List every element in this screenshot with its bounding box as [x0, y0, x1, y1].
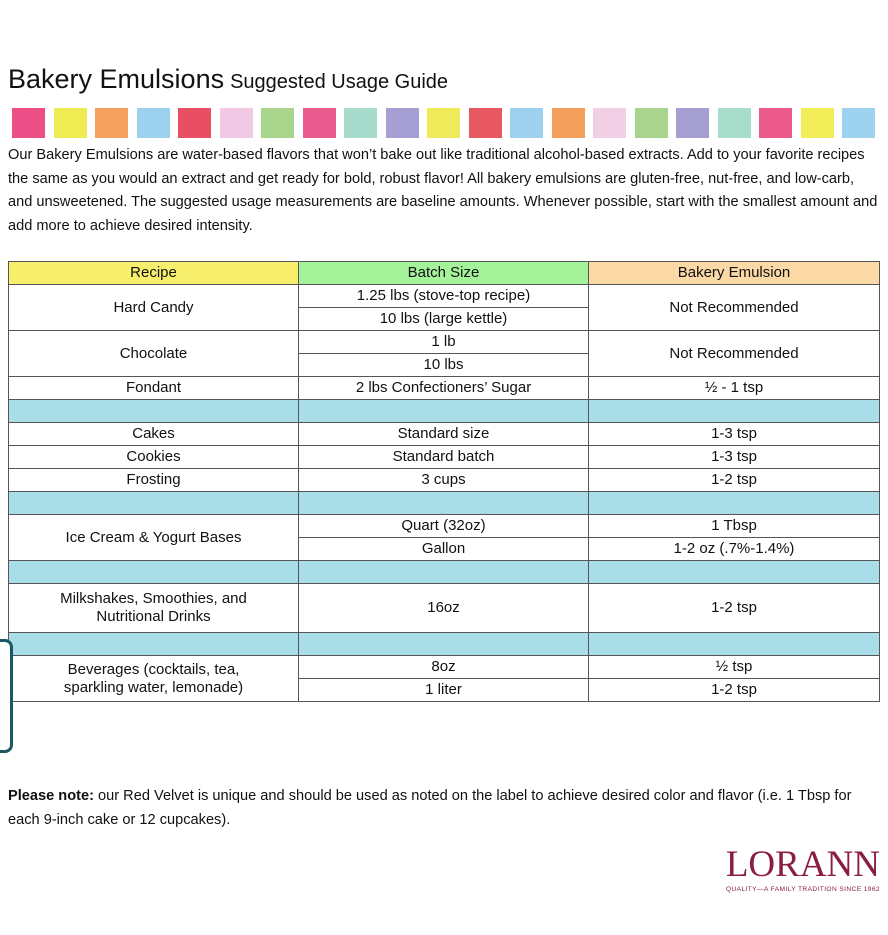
table-row: [9, 656, 880, 679]
emulsion-cell: ½ tsp: [589, 656, 880, 679]
separator-row: [9, 400, 880, 423]
color-swatch: [593, 108, 626, 138]
batch-cell: 1.25 lbs (stove-top recipe): [299, 285, 589, 308]
header-batch-size: Batch Size: [299, 262, 589, 285]
logo-name: LORANN: [725, 844, 880, 885]
recipe-cell: Ice Cream & Yogurt Bases: [9, 515, 299, 561]
emulsion-cell: 1-2 tsp: [589, 679, 880, 702]
note-label: Please note:: [8, 788, 94, 804]
header-bakery-emulsion: Bakery Emulsion: [589, 262, 880, 285]
window-edge-handle: [0, 639, 13, 753]
color-swatch: [137, 108, 170, 138]
emulsion-cell: 1 Tbsp: [589, 515, 880, 538]
batch-cell: 1 liter: [299, 679, 589, 702]
batch-cell: Standard size: [299, 423, 589, 446]
batch-cell: Standard batch: [299, 446, 589, 469]
emulsion-cell: 1-2 tsp: [589, 469, 880, 492]
recipe-line-1: Milkshakes, Smoothies, and: [60, 590, 247, 607]
table-header-row: [9, 262, 880, 285]
lorann-logo: [710, 846, 880, 893]
color-swatch: [676, 108, 709, 138]
note-paragraph: [8, 785, 880, 832]
color-swatch: [552, 108, 585, 138]
batch-cell: Quart (32oz): [299, 515, 589, 538]
table-row: [9, 331, 880, 354]
batch-cell: 16oz: [299, 584, 589, 633]
table-row: [9, 469, 880, 492]
usage-table: [8, 261, 880, 702]
color-swatch: [635, 108, 668, 138]
color-swatch: [386, 108, 419, 138]
color-swatch: [510, 108, 543, 138]
batch-cell: Gallon: [299, 538, 589, 561]
color-swatch: [344, 108, 377, 138]
recipe-cell: [9, 584, 299, 633]
recipe-cell: Cakes: [9, 423, 299, 446]
color-swatch: [178, 108, 211, 138]
recipe-line-1: Beverages (cocktails, tea,: [67, 660, 240, 678]
color-swatch: [12, 108, 45, 138]
color-swatch: [220, 108, 253, 138]
recipe-line-2: sparkling water, lemonade): [63, 678, 244, 696]
intro-paragraph: Our Bakery Emulsions are water-based flavors that won’t bake out like traditional alcohol-based extracts. Add to your favorite recipes the same as you would an extract and get ready for bold, robust flavor! All bakery emulsions are gluten-free, nut-free, and low-carb, and unsweetened. The suggested usage measurements are baseline amounts. Whenever possible, start with the smallest amount and add more to achieve desired intensity.: [8, 147, 878, 234]
recipe-cell: Chocolate: [9, 331, 299, 377]
recipe-cell: Hard Candy: [9, 285, 299, 331]
logo-tagline: QUALITY—A FAMILY TRADITION SINCE 1962: [725, 886, 880, 893]
batch-cell: 1 lb: [299, 331, 589, 354]
batch-cell: 10 lbs: [299, 354, 589, 377]
emulsion-cell: Not Recommended: [589, 331, 880, 377]
recipe-cell: Cookies: [9, 446, 299, 469]
color-swatch: [801, 108, 834, 138]
color-swatch: [261, 108, 294, 138]
usage-table-container: [8, 261, 879, 702]
note-text: our Red Velvet is unique and should be used as noted on the label to achieve desired color and flavor (i.e. 1 Tbsp for each 9-inch cake or 12 cupcakes).: [8, 788, 852, 828]
batch-cell: 2 lbs Confectioners’ Sugar: [299, 377, 589, 400]
color-swatch: [842, 108, 875, 138]
emulsion-cell: 1-3 tsp: [589, 423, 880, 446]
header-recipe: Recipe: [9, 262, 299, 285]
batch-cell: 8oz: [299, 656, 589, 679]
page-title: [8, 64, 448, 95]
title-sub: Suggested Usage Guide: [230, 71, 449, 93]
emulsion-cell: 1-2 oz (.7%-1.4%): [589, 538, 880, 561]
batch-cell: 10 lbs (large kettle): [299, 308, 589, 331]
color-swatch: [718, 108, 751, 138]
emulsion-cell: 1-3 tsp: [589, 446, 880, 469]
table-row: [9, 446, 880, 469]
separator-row: [9, 561, 880, 584]
table-row: [9, 584, 880, 633]
color-swatch: [54, 108, 87, 138]
recipe-cell: Fondant: [9, 377, 299, 400]
color-swatch: [427, 108, 460, 138]
table-row: [9, 423, 880, 446]
title-main: Bakery Emulsions: [8, 64, 225, 94]
emulsion-cell: ½ - 1 tsp: [589, 377, 880, 400]
color-swatch: [759, 108, 792, 138]
recipe-cell: Frosting: [9, 469, 299, 492]
separator-row: [9, 633, 880, 656]
recipe-cell: [9, 656, 299, 702]
emulsion-cell: Not Recommended: [589, 285, 880, 331]
batch-cell: 3 cups: [299, 469, 589, 492]
emulsion-cell: 1-2 tsp: [589, 584, 880, 633]
color-swatch: [303, 108, 336, 138]
color-swatch: [95, 108, 128, 138]
table-row: [9, 377, 880, 400]
recipe-line-2: Nutritional Drinks: [96, 608, 211, 625]
color-swatch: [469, 108, 502, 138]
separator-row: [9, 492, 880, 515]
table-row: [9, 285, 880, 308]
table-row: [9, 515, 880, 538]
